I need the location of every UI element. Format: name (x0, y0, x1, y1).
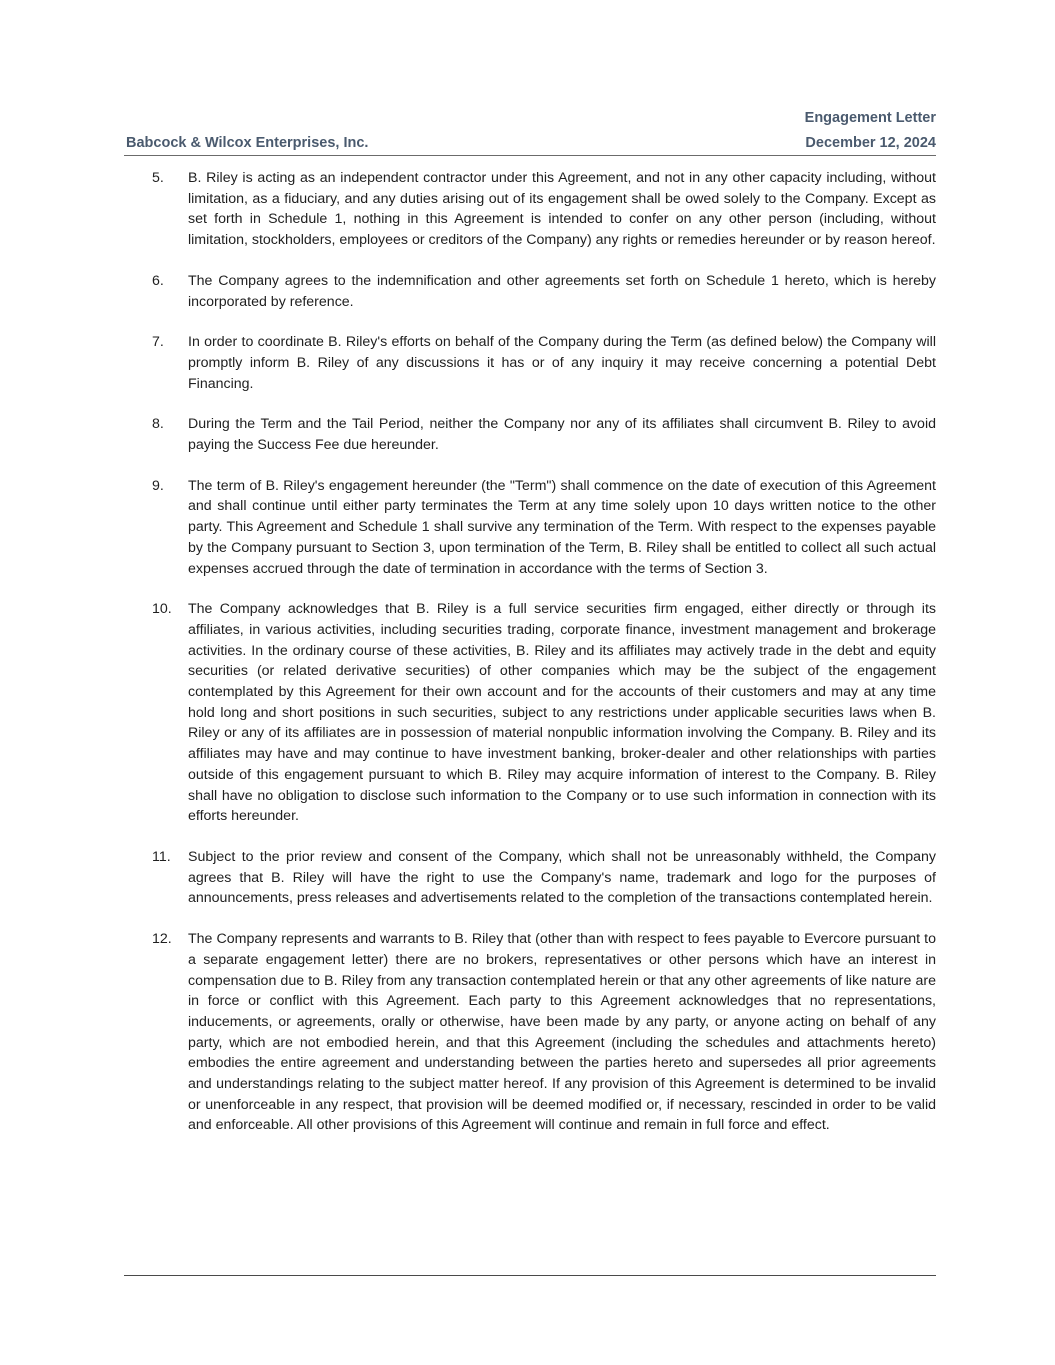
paragraph-number: 5. (152, 170, 164, 186)
paragraph-7 (152, 332, 936, 394)
paragraph-9 (152, 476, 936, 580)
paragraph-number: 9. (152, 477, 164, 494)
company-name: Babcock & Wilcox Enterprises, Inc. (126, 135, 369, 151)
header-divider (124, 155, 936, 156)
paragraph-number: 8. (152, 416, 164, 433)
paragraph-number: 11. (152, 848, 171, 865)
paragraph-text: Subject to the prior review and consent of the Company, which shall not be unreasonably withheld, the Company agrees that B. Riley will have the right to use the Company's name, trademark and logo for the purposes of announcements, press releases and advertisements related to the completion of the transactions contemplated herein. (188, 848, 936, 907)
paragraph-text: The Company represents and warrants to B. Riley that (other than with respect to fees payable to Evercore pursuant to a separate engagement letter) there are no brokers, representatives or other persons which have an interest in compensation due to B. Riley from any transaction contemplated herein or that any other agreements of like nature are in force or conflict with this Agreement. Each party to this Agreement acknowledges that no representations, inducements, or agreements, orally or otherwise, have been made by any party, or anyone acting on behalf of any party, which are not embodied herein, and that this Agreement (including the schedules and attachments hereto) embodies the entire agreement and understanding between the parties hereto and supersedes all prior agreements and understandings relating to the subject matter hereof. If any provision of this Agreement is determined to be invalid or unenforceable in any respect, that provision will be deemed modified or, if necessary, rescinded in order to be valid and enforceable. All other provisions of this Agreement will continue and remain in full force and effect. (188, 931, 936, 1134)
paragraph-number: 6. (152, 272, 164, 289)
document-date: December 12, 2024 (805, 135, 936, 151)
paragraph-10 (152, 599, 936, 827)
document-body (152, 168, 936, 1156)
paragraph-text: The Company agrees to the indemnification and other agreements set forth on Schedule 1 hereto, which is hereby incorporated by reference. (188, 272, 936, 310)
paragraph-number: 7. (152, 334, 164, 351)
paragraph-5 (152, 168, 936, 251)
document-type: Engagement Letter (804, 110, 936, 126)
footer-divider (124, 1275, 936, 1276)
page-header (124, 108, 936, 160)
paragraph-text: In order to coordinate B. Riley's efforts on behalf of the Company during the Term (as defined below) the Company will promptly inform B. Riley of any discussions it has or of any inquiry it may receive concerning a potential Debt Financing. (188, 334, 936, 392)
paragraph-text: The term of B. Riley's engagement hereunder (the "Term") shall commence on the date of execution of this Agreement and shall continue until either party terminates the Term at any time solely upon 10 days written notice to the other party. This Agreement and Schedule 1 shall survive any termination of the Term. With respect to the expenses payable by the Company pursuant to Section 3, upon termination of the Term, B. Riley shall be entitled to collect all such actual expenses accrued through the date of termination in accordance with the terms of Section 3. (188, 477, 936, 577)
paragraph-12 (152, 929, 936, 1136)
paragraph-8 (152, 414, 936, 455)
paragraph-11 (152, 847, 936, 909)
paragraph-number: 10. (152, 601, 172, 618)
paragraph-number: 12. (152, 931, 172, 948)
paragraph-text: B. Riley is acting as an independent contractor under this Agreement, and not in any other capacity including, without limitation, as a fiduciary, and any duties arising out of its engagement shall be owed solely to the Company. Except as set forth in Schedule 1, nothing in this Agreement is intended to confer on any other person (including, without limitation, stockholders, employees or creditors of the Company) any rights or remedies hereunder or by reason hereof. (188, 170, 936, 249)
paragraph-text: The Company acknowledges that B. Riley is a full service securities firm engaged, either directly or through its affiliates, in various activities, including securities trading, corporate finance, investment management and brokerage activities. In the ordinary course of these activities, B. Riley and its affiliates may actively trade in the debt and equity securities (or related derivative securities) of other companies which may be the subject of the engagement contemplated by this Agreement for their own account and for the accounts of their customers and may at any time hold long and short positions in such securities, subject to any restrictions under applicable securities laws when B. Riley or any of its affiliates are in possession of material nonpublic information involving the Company. B. Riley and its affiliates may have and may continue to have investment banking, broker-dealer and other relationships with parties outside of this engagement pursuant to which B. Riley may acquire information of interest to the Company. B. Riley shall have no obligation to disclose such information to the Company or to use such information in connection with its efforts hereunder. (188, 601, 936, 825)
paragraph-6 (152, 271, 936, 312)
paragraph-text: During the Term and the Tail Period, neither the Company nor any of its affiliates shall circumvent B. Riley to avoid paying the Success Fee due hereunder. (188, 416, 936, 454)
